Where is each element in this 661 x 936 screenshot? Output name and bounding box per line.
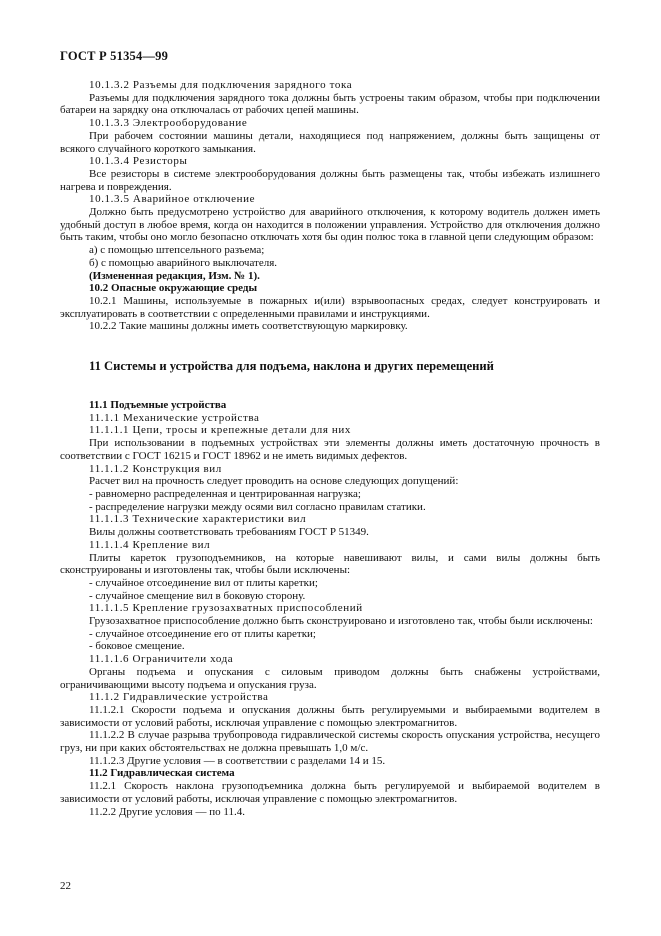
- paragraph: Все резисторы в системе электрооборудования должны быть размещены так, чтобы избежать излишнего нагрева и повреждения.: [60, 167, 600, 193]
- list-item: - боковое смещение.: [89, 640, 185, 653]
- list-item: - случайное отсоединение вил от плиты каретки;: [89, 576, 318, 589]
- clause-heading: 11.1.1.1 Цепи, тросы и крепежные детали для них: [89, 424, 351, 437]
- paragraph: 11.2.1 Скорость наклона грузоподъемника должна быть регулируемой и выбираемой водителем в зависимости от условий работы, исключая управление с помощью электромагнитов.: [60, 780, 600, 805]
- amendment-note: (Измененная редакция, Изм. № 1).: [89, 269, 260, 282]
- spacer: [60, 374, 600, 399]
- clause-heading: 11.1.1.5 Крепление грузозахватных приспособлений: [89, 602, 363, 615]
- paragraph: 11.1.2.2 В случае разрыва трубопровода гидравлической системы скорость опускания устройства, несущего груз, ни при каких обстоятельствах не должна превышать 1,0 м/с.: [60, 729, 600, 755]
- list-item: - случайное смещение вил в боковую сторону.: [89, 589, 306, 602]
- page-number: 22: [60, 880, 71, 892]
- paragraph: При рабочем состоянии машины детали, находящиеся под напряжением, должны быть защищены от всякого случайного короткого замыкания.: [60, 129, 600, 155]
- section-title: 11 Системы и устройства для подъема, наклона и других перемещений: [89, 359, 494, 374]
- clause-heading: 11.1.1 Механические устройства: [89, 411, 260, 424]
- clause-heading: 11.1.1.4 Крепление вил: [89, 538, 211, 551]
- clause-heading: 10.1.3.3 Электрооборудование: [89, 117, 248, 130]
- paragraph: 11.1.2.1 Скорости подъема и опускания должны быть регулируемыми и выбираемыми водителем в зависимости от условий работы, исключая управление с помощью электромагнитов.: [60, 703, 600, 729]
- paragraph: Органы подъема и опускания с силовым приводом должны быть снабжены устройствами, ограничивающими высоту подъема и опускания груза.: [60, 665, 600, 691]
- page-body: [60, 79, 600, 818]
- paragraph: Плиты кареток грузоподъемников, на которые навешивают вилы, и сами вилы должны быть сконструированы и изготовлены так, чтобы были исключены:: [60, 551, 600, 577]
- list-item: а) с помощью штепсельного разъема;: [89, 244, 265, 257]
- paragraph: При использовании в подъемных устройствах эти элементы должны иметь достаточную прочность в соответствии с ГОСТ 16215 и ГОСТ 18962 и не иметь видимых дефектов.: [60, 437, 600, 462]
- clause-heading: 11.1.1.3 Технические характеристики вил: [89, 513, 307, 526]
- clause-heading: 10.1.3.4 Резисторы: [89, 155, 188, 168]
- clause-heading: 11.1.1.6 Ограничители хода: [89, 653, 234, 666]
- list-item: - распределение нагрузки между осями вил согласно правилам статики.: [89, 500, 426, 513]
- subsection-heading: 11.2 Гидравлическая система: [89, 767, 235, 780]
- paragraph: 11.2.2 Другие условия — по 11.4.: [89, 805, 245, 818]
- subsection-heading: 11.1 Подъемные устройства: [89, 399, 227, 412]
- clause-heading: 10.1.3.2 Разъемы для подключения зарядного тока: [89, 79, 353, 91]
- paragraph: Вилы должны соответствовать требованиям ГОСТ Р 51349.: [89, 526, 369, 539]
- paragraph: Расчет вил на прочность следует проводить на основе следующих допущений:: [89, 475, 459, 488]
- paragraph: Должно быть предусмотрено устройство для аварийного отключения, к которому водитель должен иметь удобный доступ в любое время, когда он находится в положении управления. Устройство для отключения должно быть таким, чтобы оно могло безопасно отключать хотя бы один полюс тока в главной цепи следующим образом:: [60, 206, 600, 244]
- paragraph: Грузозахватное приспособление должно быть сконструировано и изготовлено так, чтобы были исключены:: [89, 615, 593, 628]
- paragraph: 10.2.1 Машины, используемые в пожарных и(или) взрывоопасных средах, следует конструировать и эксплуатировать в соответствии с определенными правилами и инструкциями.: [60, 294, 600, 320]
- subsection-heading: 10.2 Опасные окружающие среды: [89, 282, 258, 295]
- paragraph: 11.1.2.3 Другие условия — в соответствии с разделами 14 и 15.: [89, 754, 386, 767]
- running-header: ГОСТ Р 51354—99: [60, 49, 169, 63]
- list-item: - случайное отсоединение его от плиты каретки;: [89, 627, 316, 640]
- clause-heading: 11.1.1.2 Конструкция вил: [89, 462, 222, 475]
- list-item: - равномерно распределенная и центрированная нагрузка;: [89, 487, 361, 500]
- clause-heading: 11.1.2 Гидравлические устройства: [89, 691, 269, 704]
- clause-heading: 10.1.3.5 Аварийное отключение: [89, 193, 256, 206]
- paragraph: Разъемы для подключения зарядного тока должны быть устроены таким образом, чтобы при подключении батареи на зарядку она отключалась от рабочих цепей машины.: [60, 91, 600, 117]
- spacer: [60, 333, 600, 358]
- paragraph: 10.2.2 Такие машины должны иметь соответствующую маркировку.: [89, 320, 408, 333]
- list-item: б) с помощью аварийного выключателя.: [89, 256, 278, 269]
